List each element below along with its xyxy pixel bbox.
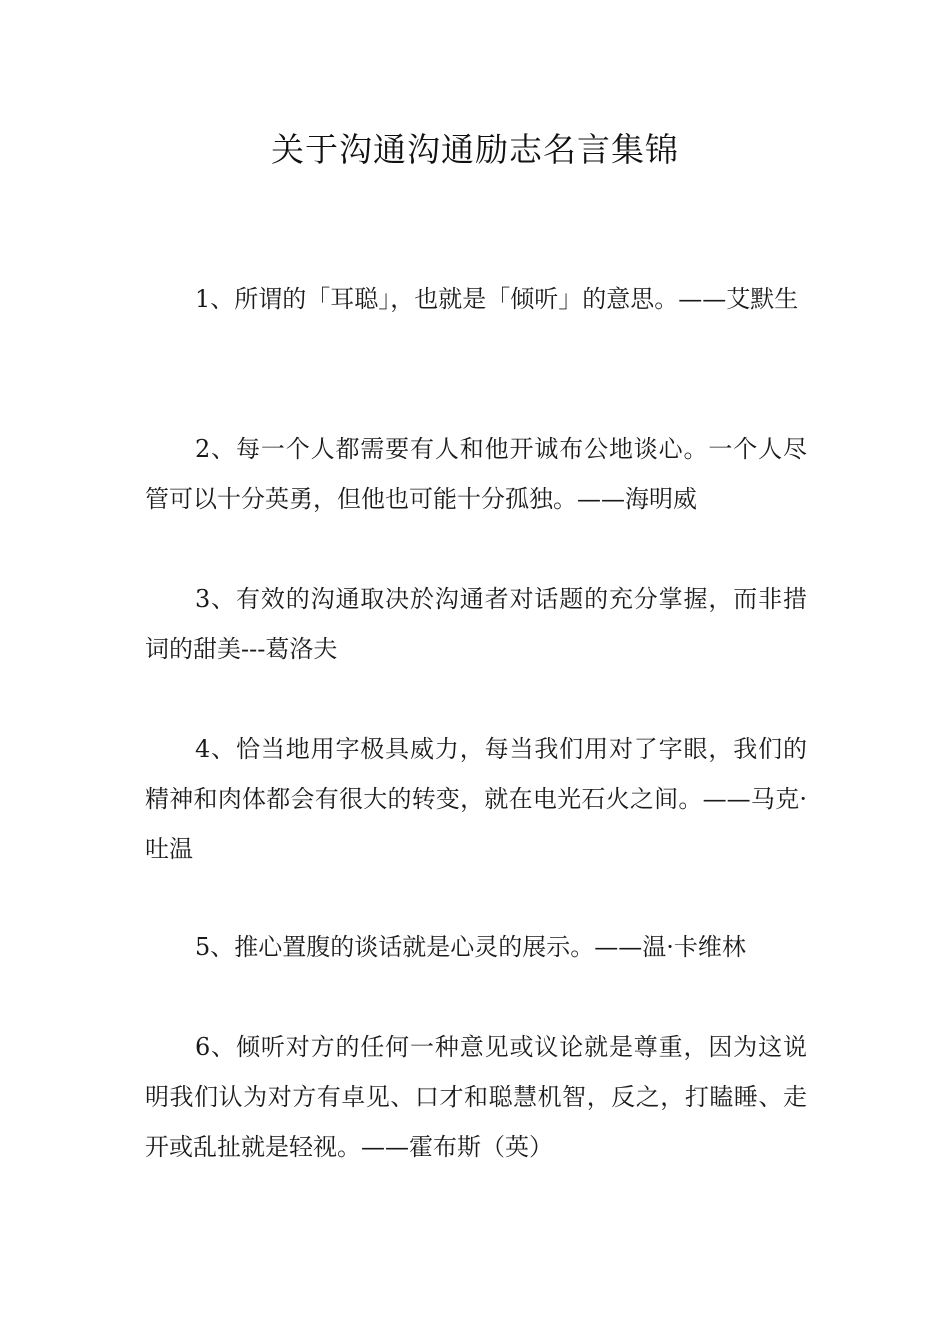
quote-paragraph: 1、所谓的「耳聪」，也就是「倾听」的意思。——艾默生	[195, 285, 799, 313]
quote-paragraph: 4、恰当地用字极具威力，每当我们用对了字眼，我们的精神和肉体都会有很大的转变，就在电光石火之间。——马克·吐温	[145, 735, 807, 863]
quote-paragraph: 3、有效的沟通取决於沟通者对话题的充分掌握，而非措词的甜美---葛洛夫	[145, 585, 807, 663]
quote-paragraph: 2、每一个人都需要有人和他开诚布公地谈心。一个人尽管可以十分英勇，但他也可能十分孤独。——海明威	[145, 435, 807, 513]
quote-paragraph: 6、倾听对方的任何一种意见或议论就是尊重，因为这说明我们认为对方有卓见、口才和聪慧机智，反之，打瞌睡、走开或乱扯就是轻视。——霍布斯（英）	[145, 1033, 807, 1161]
quote-paragraph: 5、推心置腹的谈话就是心灵的展示。——温·卡维林	[195, 933, 746, 961]
page-title: 关于沟通沟通励志名言集锦	[271, 130, 679, 169]
